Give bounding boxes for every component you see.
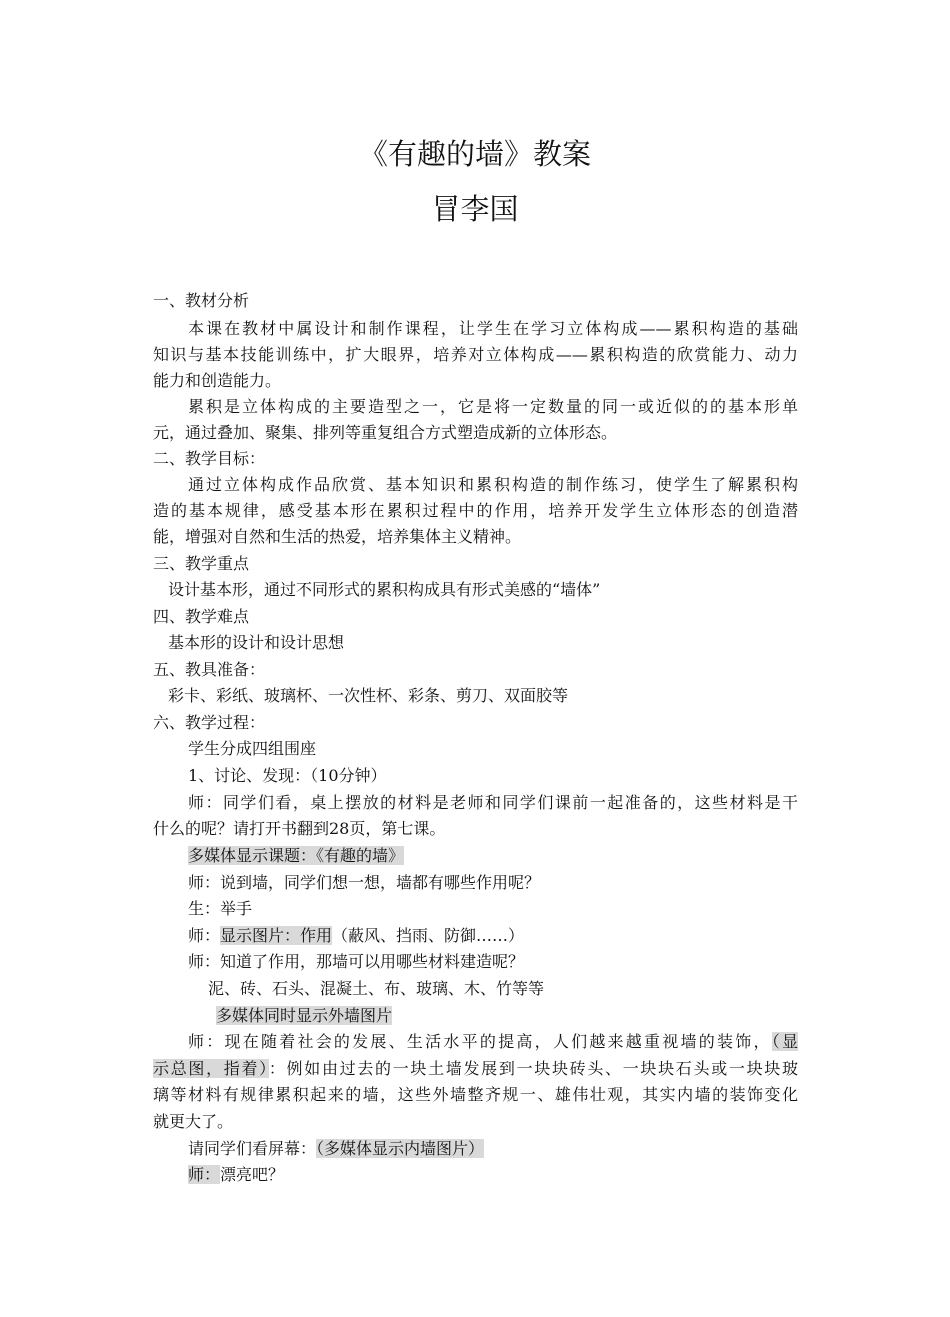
document-author: 冒李国 [431, 192, 519, 226]
section-heading-1: 一、教材分析 [153, 291, 250, 310]
paragraph-line: 知识与基本技能训练中，扩大眼界，培养对立体构成——累积构造的欣赏能力、动力 [153, 345, 798, 364]
section-heading-6: 六、教学过程： [153, 713, 266, 732]
highlighted-text: 师： [188, 1165, 221, 1184]
paragraph-line: 能力和创造能力。 [153, 371, 282, 390]
paragraph-line: 元，通过叠加、聚集、排列等重复组合方式塑造成新的立体形态。 [153, 423, 618, 442]
paragraph-line: 本课在教材中属设计和制作课程，让学生在学习立体构成——累积构造的基础 [188, 319, 798, 338]
section-heading-3: 三、教学重点 [153, 554, 250, 573]
text-fragment: 漂亮吧？ [220, 1165, 285, 1184]
paragraph-line: 生：举手 [188, 899, 253, 918]
paragraph-line [188, 1141, 484, 1157]
paragraph-line: 累积是立体构成的主要造型之一，它是将一定数量的同一或近似的的基本形单 [188, 397, 798, 416]
paragraph-line: 就更大了。 [153, 1112, 234, 1131]
paragraph-line: 泥、砖、石头、混凝土、布、玻璃、木、竹等等 [208, 979, 545, 998]
highlighted-text: 示总图，指着） [153, 1059, 269, 1078]
paragraph-line: 能，增强对自然和生活的热爱，培养集体主义精神。 [153, 527, 522, 546]
paragraph-line: 通过立体构成作品欣赏、基本知识和累积构造的制作练习，使学生了解累积构 [188, 475, 798, 494]
text-fragment: ：例如由过去的一块土墙发展到一块块砖头、一块块石头或一块块玻 [268, 1059, 798, 1078]
paragraph-line [216, 1008, 392, 1024]
paragraph-line: 师：说到墙，同学们想一想，墙都有哪些作用呢？ [188, 873, 541, 892]
text-fragment: 师：现在随着社会的发展、生活水平的提高，人们越来越重视墙的装饰， [188, 1032, 772, 1051]
document-title: 《有趣的墙》教案 [358, 137, 591, 171]
section-heading-5: 五、教具准备： [153, 660, 266, 679]
paragraph-line [188, 1034, 798, 1050]
paragraph-line [188, 1167, 284, 1183]
paragraph-line [188, 928, 524, 944]
paragraph-line: 1、讨论、发现：（10分钟） [188, 766, 387, 785]
speaker-label: 师： [188, 926, 221, 945]
section-heading-2: 二、教学目标： [153, 449, 266, 468]
text-fragment: （蔽风、挡雨、防御……） [332, 926, 525, 945]
paragraph-line [188, 848, 404, 864]
paragraph-line: 造的基本规律，感受基本形在累积过程中的作用，培养开发学生立体形态的创造潜 [153, 501, 798, 520]
highlighted-text: （多媒体显示内墙图片） [316, 1139, 485, 1158]
paragraph-line: 设计基本形，通过不同形式的累积构成具有形式美感的“墙体” [168, 580, 601, 599]
paragraph-line: 学生分成四组围座 [188, 739, 317, 758]
paragraph-line: 彩卡、彩纸、玻璃杯、一次性杯、彩条、剪刀、双面胶等 [168, 686, 569, 705]
highlighted-text: 显示图片：作用 [220, 926, 333, 945]
highlighted-text: 多媒体显示课题：《有趣的墙》 [188, 846, 405, 865]
text-fragment: 请同学们看屏幕： [188, 1139, 317, 1158]
paragraph-line: 基本形的设计和设计思想 [168, 633, 345, 652]
paragraph-line: 什么的呢？请打开书翻到28页，第七课。 [153, 819, 446, 838]
highlighted-text: （显 [771, 1032, 798, 1051]
paragraph-line: 璃等材料有规律累积起来的墙，这些外墙整齐规一、雄伟壮观，其实内墙的装饰变化 [153, 1085, 798, 1104]
paragraph-line: 师：同学们看，桌上摆放的材料是老师和同学们课前一起准备的，这些材料是干 [188, 793, 798, 812]
highlighted-text: 多媒体同时显示外墙图片 [216, 1006, 393, 1025]
paragraph-line [153, 1061, 798, 1077]
paragraph-line: 师：知道了作用，那墙可以用哪些材料建造呢？ [188, 952, 525, 971]
section-heading-4: 四、教学难点 [153, 607, 250, 626]
